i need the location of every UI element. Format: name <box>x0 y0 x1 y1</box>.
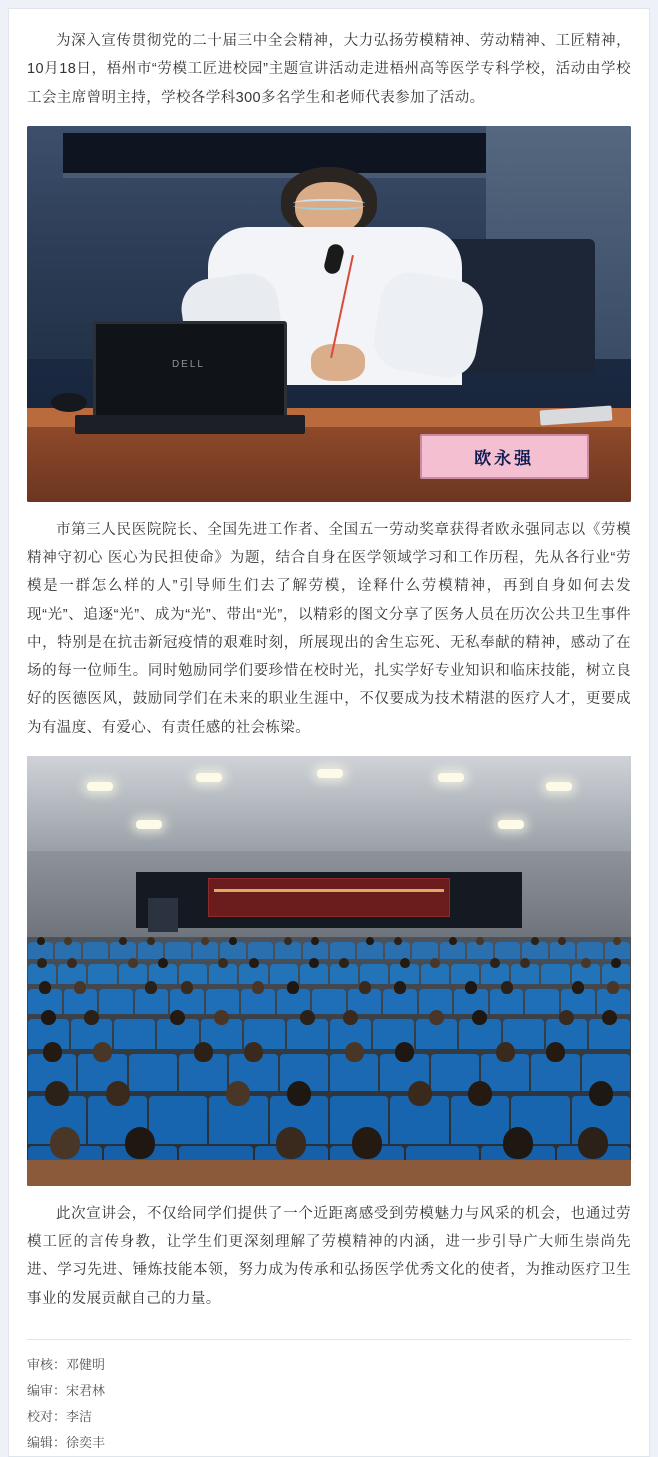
audience-seat <box>511 964 539 984</box>
audience-person <box>309 958 319 969</box>
audience-row <box>27 942 631 959</box>
glasses-icon <box>293 199 365 210</box>
audience-person <box>395 1042 414 1062</box>
ceiling-light-icon <box>546 782 572 791</box>
article-body <box>8 8 650 1457</box>
audience-seat <box>490 989 524 1014</box>
audience-person <box>106 1081 130 1106</box>
audience-person <box>226 1081 250 1106</box>
audience-person <box>287 1081 311 1106</box>
audience-person <box>145 981 157 994</box>
audience-seat <box>28 942 53 959</box>
audience-person <box>125 1127 155 1159</box>
photo1-nameplate <box>420 434 589 479</box>
photo2-audience-seating <box>27 937 631 1186</box>
audience-seat <box>597 989 631 1014</box>
audience-person <box>496 1042 515 1062</box>
photo2-aisle-floor <box>27 1160 631 1186</box>
audience-person <box>37 958 47 969</box>
audience-person <box>170 1010 185 1026</box>
audience-seat <box>390 1096 448 1143</box>
audience-seat <box>83 942 108 959</box>
audience-seat <box>451 1096 509 1143</box>
audience-person <box>300 1010 315 1026</box>
photo2-stage-screen-text <box>214 889 444 892</box>
ceiling-light-icon <box>196 773 222 782</box>
audience-person <box>408 1081 432 1106</box>
audience-person <box>276 1127 306 1159</box>
audience-person <box>229 937 237 945</box>
audience-seat <box>412 942 437 959</box>
audience-person <box>366 937 374 945</box>
audience-person <box>128 958 138 969</box>
photo2-podium <box>148 898 178 932</box>
ceiling-light-icon <box>438 773 464 782</box>
audience-seat <box>138 942 163 959</box>
audience-seat <box>467 942 492 959</box>
audience-person <box>343 1010 358 1026</box>
photo1-projection-screen <box>63 133 510 178</box>
ceiling-light-icon <box>498 820 524 829</box>
audience-person <box>449 937 457 945</box>
audience-seat <box>300 964 328 984</box>
audience-seat <box>149 1096 207 1143</box>
audience-person <box>613 937 621 945</box>
audience-seat <box>88 964 116 984</box>
photo-audience <box>27 756 631 1186</box>
audience-person <box>43 1042 62 1062</box>
audience-person <box>578 1127 608 1159</box>
audience-person <box>287 981 299 994</box>
audience-seat <box>248 942 273 959</box>
audience-person <box>284 937 292 945</box>
audience-person <box>158 958 168 969</box>
audience-seat <box>312 989 346 1014</box>
photo1-laptop-base <box>75 415 305 434</box>
audience-person <box>572 981 584 994</box>
audience-seat <box>541 964 569 984</box>
audience-seat <box>110 942 135 959</box>
audience-person <box>345 1042 364 1062</box>
audience-seat <box>550 942 575 959</box>
audience-person <box>531 937 539 945</box>
audience-row <box>27 964 631 984</box>
audience-seat <box>330 942 355 959</box>
audience-seat <box>135 989 169 1014</box>
audience-seat <box>165 942 190 959</box>
audience-person <box>359 981 371 994</box>
audience-person <box>430 958 440 969</box>
ceiling-light-icon <box>87 782 113 791</box>
audience-row <box>27 1019 631 1049</box>
audience-person <box>472 1010 487 1026</box>
audience-person <box>252 981 264 994</box>
audience-person <box>201 937 209 945</box>
audience-person <box>194 1042 213 1062</box>
audience-person <box>546 1042 565 1062</box>
paragraph-2: 市第三人民医院院长、全国先进工作者、全国五一劳动奖章获得者欧永强同志以《劳模精神守初心 医心为民担使命》为题，结合自身在医学领域学习和工作历程，先从各行业“劳模是一群怎么样的人”引导师生们去了解劳模，诠释什么劳模精神，再到自身如何去发现“光”、追逐“光”、成为“光”、带出“光”，以精彩的图文分享了医务人员在历次公共卫生事件中，特别是在抗击新冠疫情的艰难时刻，所展现出的舍生忘死、无私奉献的精神，感动了在场的每一位师生。同时勉励同学们要珍惜在校时光，扎实学好专业知识和临床技能，树立良好的医德医风，鼓励同学们在未来的职业生涯中，不仅要成为技术精湛的医疗人才，更要成为有温度、有爱心、有责任感的社会栋梁。 <box>27 521 631 736</box>
audience-seat <box>193 942 218 959</box>
credits-block <box>27 1339 631 1456</box>
audience-person <box>74 981 86 994</box>
audience-person <box>602 1010 617 1026</box>
audience-person <box>394 981 406 994</box>
audience-seat <box>275 942 300 959</box>
photo1-speaker-hands <box>311 344 365 382</box>
audience-person <box>67 958 77 969</box>
audience-seat <box>522 942 547 959</box>
audience-person <box>50 1127 80 1159</box>
audience-seat <box>287 1019 328 1049</box>
audience-row <box>27 989 631 1014</box>
audience-person <box>465 981 477 994</box>
audience-seat <box>390 964 418 984</box>
audience-person <box>64 937 72 945</box>
audience-seat <box>589 1019 630 1049</box>
audience-seat <box>357 942 382 959</box>
audience-seat <box>303 942 328 959</box>
audience-seat <box>495 942 520 959</box>
audience-person <box>244 1042 263 1062</box>
photo2-stage-screen <box>208 878 450 917</box>
audience-person <box>581 958 591 969</box>
audience-seat <box>179 1054 227 1091</box>
nameplate-text: 欧永强 <box>474 449 535 469</box>
audience-person <box>607 981 619 994</box>
audience-person <box>39 981 51 994</box>
audience-person <box>218 958 228 969</box>
audience-seat <box>440 942 465 959</box>
audience-seat <box>577 942 602 959</box>
mouse-icon <box>51 393 87 412</box>
audience-seat <box>385 942 410 959</box>
credit-line: 编辑：徐奕丰 <box>27 1434 106 1450</box>
audience-person <box>352 1127 382 1159</box>
audience-seat <box>55 942 80 959</box>
audience-person <box>37 937 45 945</box>
audience-seat <box>451 964 479 984</box>
audience-person <box>501 981 513 994</box>
audience-seat <box>157 1019 198 1049</box>
laptop-brand-label: DELL <box>171 358 205 370</box>
audience-seat <box>525 989 559 1014</box>
audience-person <box>394 937 402 945</box>
audience-person <box>589 1081 613 1106</box>
audience-seat <box>241 989 275 1014</box>
audience-seat <box>531 1054 579 1091</box>
audience-person <box>400 958 410 969</box>
audience-person <box>41 1010 56 1026</box>
audience-person <box>503 1127 533 1159</box>
credit-line: 编审：宋君林 <box>27 1382 106 1398</box>
audience-seat <box>459 1019 500 1049</box>
audience-person <box>339 958 349 969</box>
audience-person <box>93 1042 112 1062</box>
audience-person <box>181 981 193 994</box>
audience-person <box>119 937 127 945</box>
audience-seat <box>99 989 133 1014</box>
audience-seat <box>209 1096 267 1143</box>
audience-person <box>559 1010 574 1026</box>
audience-person <box>147 937 155 945</box>
audience-seat <box>416 1019 457 1049</box>
photo1-laptop-screen <box>93 321 286 419</box>
audience-seat <box>383 989 417 1014</box>
audience-person <box>84 1010 99 1026</box>
audience-seat <box>330 964 358 984</box>
audience-seat <box>220 942 245 959</box>
paragraph-1: 为深入宣传贯彻党的二十届三中全会精神，大力弘扬劳模精神、劳动精神、工匠精神，10月18日，梧州市“劳模工匠进校园”主题宣讲活动走进梧州高等医学专科学校，活动由学校工会主席曾明主持，学校各学科300多名学生和老师代表参加了活动。 <box>27 33 631 106</box>
audience-seat <box>209 964 237 984</box>
audience-seat <box>239 964 267 984</box>
photo1-speaker-right-arm <box>370 268 488 382</box>
audience-seat <box>119 964 147 984</box>
audience-person <box>429 1010 444 1026</box>
audience-person <box>311 937 319 945</box>
photo-speaker <box>27 126 631 502</box>
audience-seat <box>605 942 630 959</box>
ceiling-light-icon <box>136 820 162 829</box>
audience-row <box>27 1096 631 1143</box>
credit-line: 审核：邓健明 <box>27 1356 106 1372</box>
audience-person <box>520 958 530 969</box>
ceiling-light-icon <box>317 769 343 778</box>
audience-seat <box>421 964 449 984</box>
audience-seat <box>114 1019 155 1049</box>
audience-person <box>45 1081 69 1106</box>
audience-person <box>468 1081 492 1106</box>
audience-person <box>214 1010 229 1026</box>
audience-person <box>476 937 484 945</box>
audience-person <box>611 958 621 969</box>
audience-person <box>490 958 500 969</box>
audience-person <box>249 958 259 969</box>
audience-seat <box>330 1054 378 1091</box>
paragraph-3: 此次宣讲会，不仅给同学们提供了一个近距离感受到劳模魅力与风采的机会，也通过劳模工匠的言传身教，让学生们更深刻理解了劳模精神的内涵，进一步引导广大师生崇尚先进、学习先进、锤炼技能本领，努力成为传承和弘扬医学优秀文化的使者，为推动医疗卫生事业的发展贡献自己的力量。 <box>27 1205 631 1307</box>
audience-person <box>558 937 566 945</box>
audience-seat <box>129 1054 177 1091</box>
credit-line: 校对：李洁 <box>27 1408 93 1424</box>
